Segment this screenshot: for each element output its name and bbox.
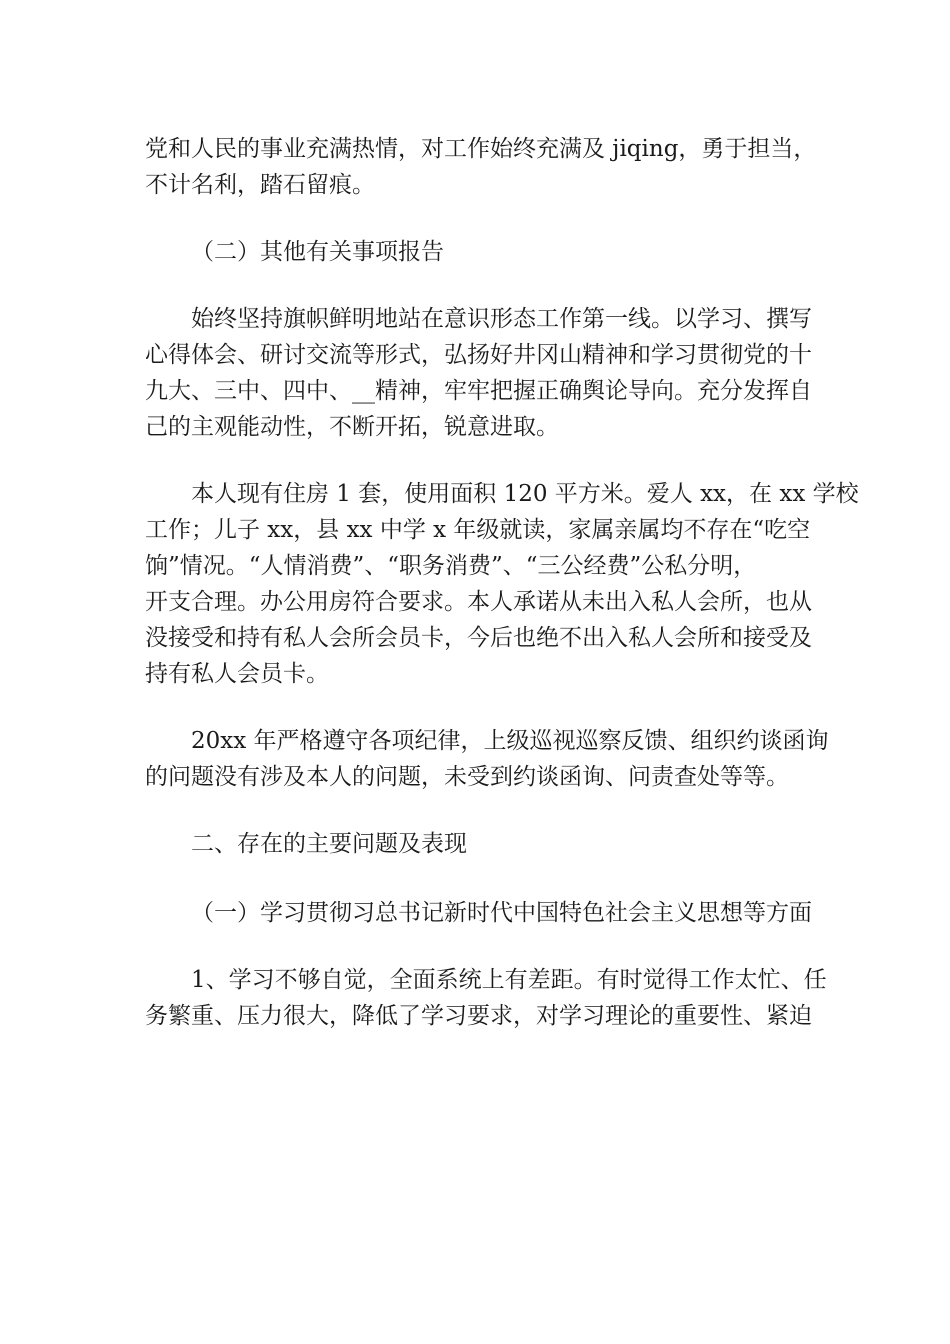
text-line: 务繁重、压力很大，降低了学习要求，对学习理论的重要性、紧迫 (145, 1003, 812, 1029)
paragraph-study-issue (145, 962, 827, 1034)
paragraph-continuation (145, 131, 817, 203)
text-line: 开支合理。办公用房符合要求。本人承诺从未出入私人会所，也从 (145, 589, 812, 615)
paragraph-discipline (145, 723, 829, 795)
heading-line: （二）其他有关事项报告 (191, 239, 444, 265)
section-heading-other-matters (145, 234, 807, 270)
paragraph-ideology (145, 301, 812, 445)
text-line: 本人现有住房 1 套，使用面积 120 平方米。爱人 xx，在 xx 学校 (191, 481, 859, 507)
document-body (145, 131, 859, 1034)
text-line: 持有私人会员卡。 (145, 661, 329, 687)
text-line: 工作；儿子 xx，县 xx 中学 x 年级就读，家属亲属均不存在“吃空 (145, 517, 811, 543)
text-line: 的问题没有涉及本人的问题，未受到约谈函询、问责查处等等。 (145, 764, 789, 790)
text-line: 党和人民的事业充满热情，对工作始终充满及 jiqing，勇于担当， (145, 136, 817, 162)
text-line: 始终坚持旗帜鲜明地站在意识形态工作第一线。以学习、撰写 (191, 306, 812, 332)
text-line: 己的主观能动性，不断开拓，锐意进取。 (145, 414, 559, 440)
text-line: 1、学习不够自觉，全面系统上有差距。有时觉得工作太忙、任 (191, 967, 827, 993)
heading-line: 二、存在的主要问题及表现 (191, 831, 467, 857)
text-line: 九大、三中、四中、__精神，牢牢把握正确舆论导向。充分发挥自 (145, 378, 812, 404)
text-line: 没接受和持有私人会所会员卡，今后也绝不出入私人会所和接受及 (145, 625, 812, 651)
heading-line: （一）学习贯彻习总书记新时代中国特色社会主义思想等方面 (191, 900, 812, 926)
subsection-heading-study (145, 895, 812, 931)
text-line: 20xx 年严格遵守各项纪律，上级巡视巡察反馈、组织约谈函询 (191, 728, 829, 754)
section-heading-main-problems (145, 826, 807, 862)
text-line: 心得体会、研讨交流等形式，弘扬好井冈山精神和学习贯彻党的十 (145, 342, 812, 368)
text-line: 饷”情况。“人情消费”、“职务消费”、“三公经费”公私分明， (145, 553, 757, 579)
paragraph-housing (145, 476, 859, 692)
text-line: 不计名利，踏石留痕。 (145, 172, 375, 198)
